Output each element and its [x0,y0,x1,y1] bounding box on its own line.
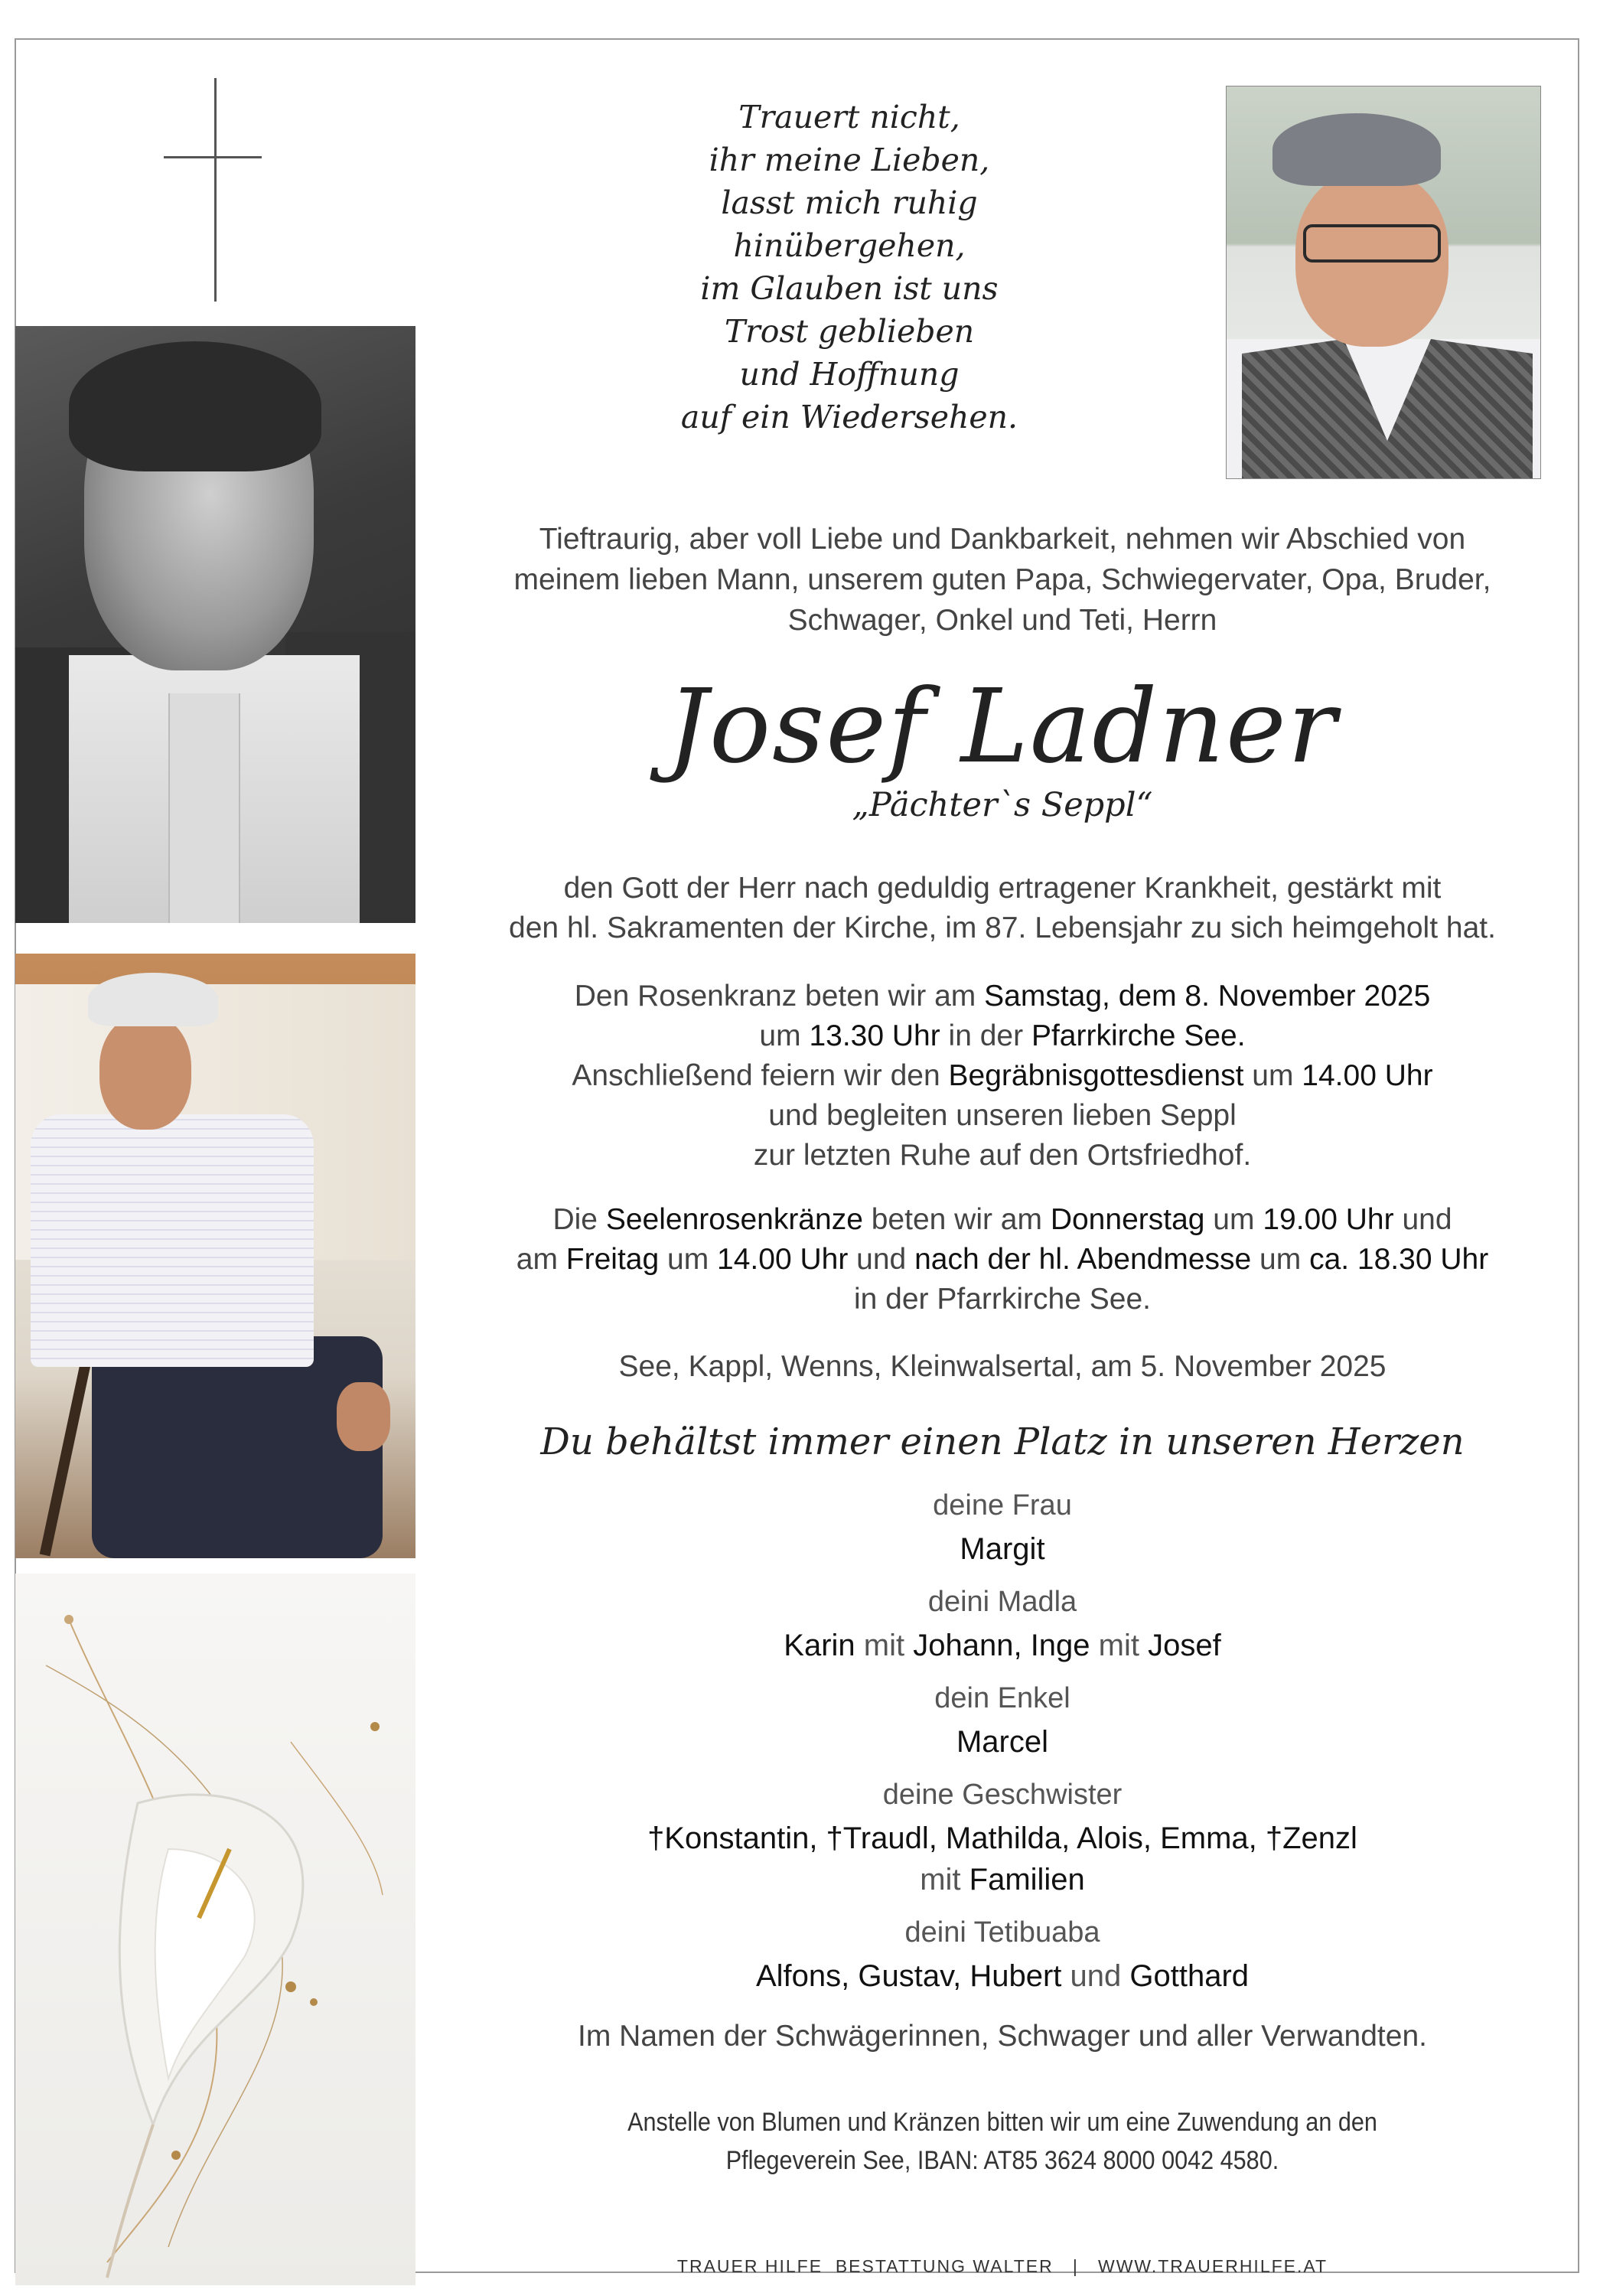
relation-label: deini Madla [927,1586,1077,1618]
photo-young-portrait [15,326,415,923]
relation-label: dein Enkel [934,1682,1070,1714]
cross-icon-bar [164,156,262,158]
deceased-nickname: „Pächter`s Seppl“ [852,786,1153,824]
relation-label: deine Geschwister [882,1779,1123,1811]
seelenrosenkranz-info: Die Seelenrosenkränze beten wir am Donnerstag um 19.00 Uhr und am Freitag um 14.00 Uhr und nach der hl. Abendmesse um ca. 18.30 Uhr in der Pfarrkirche See. [516,1203,1489,1316]
relation-label: deini Tetibuaba [904,1916,1100,1949]
photo-elderly-portrait [1226,86,1541,479]
relation-label: deine Frau [933,1489,1072,1521]
motto: Du behältst immer einen Platz in unseren Herzen [540,1420,1465,1463]
calla-lily-image [15,1574,415,2285]
footer: TRAUER HILFE BESTATTUNG WALTER | WWW.TRAUERHILFE.AT [676,2256,1328,2276]
rosary-info: Den Rosenkranz beten wir am Samstag, dem 8. November 2025 um 13.30 Uhr in der Pfarrkirche See. Anschließend feiern wir den Begräbnisgottesdienst um 14.00 Uhr und begleiten unseren lieben Seppl zur letzten Ruhe auf den Ortsfriedhof. [572,980,1433,1172]
cross-icon [214,78,217,302]
mourner-name: Karin mit Johann, Inge mit Josef [784,1629,1221,1662]
deceased-name: Josef Ladner [666,668,1338,786]
photo-seated-man [15,954,415,1558]
place-date: See, Kappl, Wenns, Kleinwalsertal, am 5. November 2025 [618,1350,1387,1383]
closing-text: Im Namen der Schwägerinnen, Schwager und aller Verwandten. [578,2020,1427,2053]
mourner-name: Margit [960,1532,1045,1566]
mourner-name: †Konstantin, †Traudl, Mathilda, Alois, Emma, †Zenzl [647,1821,1357,1855]
donation-note: Anstelle von Blumen und Kränzen bitten wir um eine Zuwendung an den Pflegeverein See, IBAN: AT85 3624 8000 0042 4580. [627,2108,1377,2175]
intro-text: Tieftraurig, aber voll Liebe und Dankbarkeit, nehmen wir Abschied von meinem lieben Mann, unserem guten Papa, Schwiegervater, Opa, Bruder, Schwager, Onkel und Teti, Herrn [513,523,1491,637]
poem: Trauert nicht, ihr meine Lieben, lasst mich ruhig hinübergehen, im Glauben ist uns Trost geblieben und Hoffnung auf ein Wiedersehen. [680,99,1018,435]
death-text: den Gott der Herr nach geduldig ertragener Krankheit, gestärkt mit den hl. Sakramenten der Kirche, im 87. Lebensjahr zu sich heimgeholt hat. [509,872,1496,944]
mourner-name: Marcel [956,1725,1049,1759]
mourner-name: Alfons, Gustav, Hubert und Gotthard [755,1959,1250,1993]
mourner-name: mit Familien [920,1863,1085,1896]
